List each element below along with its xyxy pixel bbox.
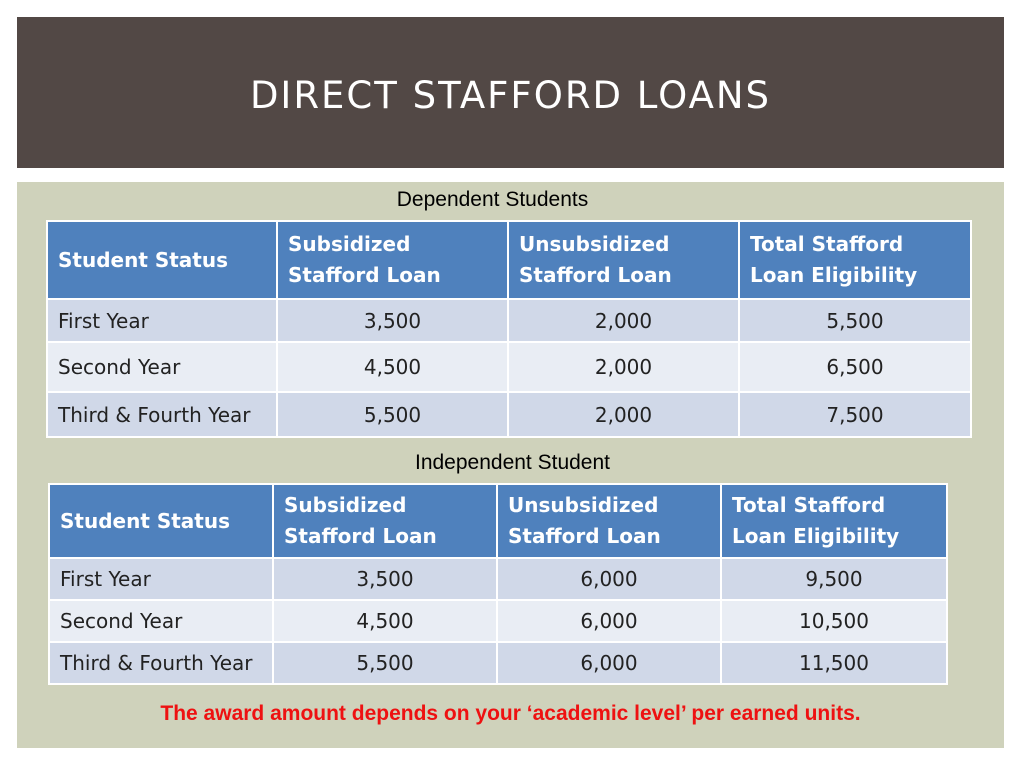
total-eligibility-cell: 11,500 <box>721 642 947 684</box>
student-status-cell: Second Year <box>47 342 277 392</box>
total-eligibility-cell: 7,500 <box>739 392 971 437</box>
subsidized-amount-cell: 4,500 <box>277 342 508 392</box>
header-unsubsidized-loan: Unsubsidized Stafford Loan <box>497 484 721 558</box>
total-eligibility-cell: 6,500 <box>739 342 971 392</box>
table-row <box>47 342 971 392</box>
table-row <box>47 392 971 437</box>
header-total-eligibility: Total Stafford Loan Eligibility <box>739 221 971 299</box>
header-student-status: Student Status <box>49 484 273 558</box>
dependent-students-caption: Dependent Students <box>396 188 589 211</box>
table-header-row <box>49 484 947 558</box>
independent-student-caption: Independent Student <box>414 451 610 474</box>
student-status-cell: First Year <box>47 299 277 342</box>
unsubsidized-amount-cell: 6,000 <box>497 600 721 642</box>
unsubsidized-amount-cell: 6,000 <box>497 558 721 600</box>
header-subsidized-loan: Subsidized Stafford Loan <box>277 221 508 299</box>
unsubsidized-amount-cell: 2,000 <box>508 342 739 392</box>
student-status-cell: First Year <box>49 558 273 600</box>
independent-student-table <box>48 483 948 685</box>
unsubsidized-amount-cell: 2,000 <box>508 392 739 437</box>
unsubsidized-amount-cell: 6,000 <box>497 642 721 684</box>
student-status-cell: Third & Fourth Year <box>49 642 273 684</box>
table-row <box>49 558 947 600</box>
student-status-cell: Second Year <box>49 600 273 642</box>
total-eligibility-cell: 9,500 <box>721 558 947 600</box>
subsidized-amount-cell: 5,500 <box>277 392 508 437</box>
table-header-row <box>47 221 971 299</box>
subsidized-amount-cell: 3,500 <box>273 558 497 600</box>
unsubsidized-amount-cell: 2,000 <box>508 299 739 342</box>
total-eligibility-cell: 10,500 <box>721 600 947 642</box>
slide-title: DIRECT STAFFORD LOANS <box>249 74 772 117</box>
table-row <box>49 642 947 684</box>
dependent-students-table <box>46 220 972 438</box>
award-amount-note: The award amount depends on your ‘academic level’ per earned units. <box>160 702 861 725</box>
title-bar <box>17 17 1004 168</box>
table-row <box>47 299 971 342</box>
header-total-eligibility: Total Stafford Loan Eligibility <box>721 484 947 558</box>
table-row <box>49 600 947 642</box>
header-unsubsidized-loan: Unsubsidized Stafford Loan <box>508 221 739 299</box>
total-eligibility-cell: 5,500 <box>739 299 971 342</box>
header-subsidized-loan: Subsidized Stafford Loan <box>273 484 497 558</box>
subsidized-amount-cell: 5,500 <box>273 642 497 684</box>
student-status-cell: Third & Fourth Year <box>47 392 277 437</box>
subsidized-amount-cell: 3,500 <box>277 299 508 342</box>
subsidized-amount-cell: 4,500 <box>273 600 497 642</box>
header-student-status: Student Status <box>47 221 277 299</box>
